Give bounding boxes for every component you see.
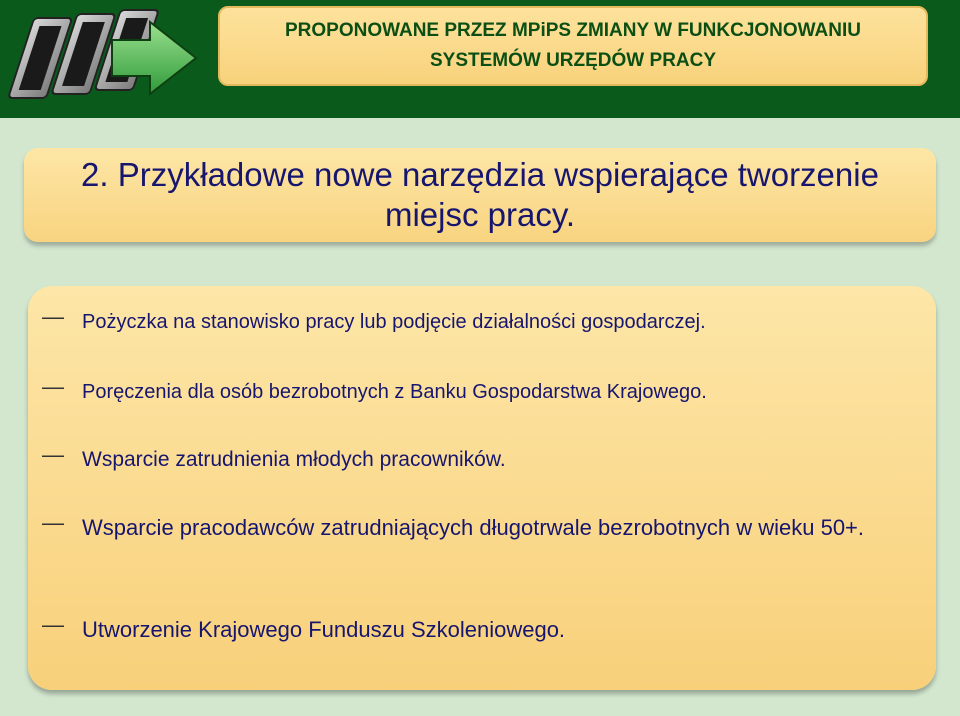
header-banner	[218, 6, 928, 86]
list-item-text: Pożyczka na stanowisko pracy lub podjęcie działalności gospodarczej.	[82, 311, 706, 333]
list-item	[28, 442, 908, 478]
dash-bullet-icon: —	[42, 442, 64, 467]
header-line-1: PROPONOWANE PRZEZ MPiPS ZMIANY W FUNKCJONOWANIU	[284, 20, 861, 41]
header-line-2: SYSTEMÓW URZĘDÓW PRACY	[429, 50, 717, 71]
slide-title	[24, 148, 936, 242]
dash-bullet-icon: —	[42, 612, 64, 637]
dash-bullet-icon: —	[42, 374, 64, 399]
list-item-text: Wsparcie pracodawców zatrudniających długotrwale bezrobotnych w wieku 50+.	[82, 515, 865, 540]
dash-bullet-icon: —	[42, 510, 64, 535]
arrow-logo-icon	[0, 0, 210, 118]
list-item-text: Utworzenie Krajowego Funduszu Szkoleniowego.	[82, 617, 566, 642]
content-panel	[28, 286, 936, 690]
title-line-1: 2. Przykładowe nowe narzędzia wspierające tworzenie	[81, 156, 879, 193]
list-item	[28, 374, 908, 410]
title-line-2: miejsc pracy.	[384, 196, 576, 233]
list-item	[28, 304, 908, 340]
list-item-text: Wsparcie zatrudnienia młodych pracowników.	[82, 448, 506, 471]
dash-bullet-icon: —	[42, 304, 64, 329]
list-item	[28, 612, 908, 648]
list-item	[28, 510, 908, 546]
list-item-text: Poręczenia dla osób bezrobotnych z Banku Gospodarstwa Krajowego.	[82, 381, 707, 403]
